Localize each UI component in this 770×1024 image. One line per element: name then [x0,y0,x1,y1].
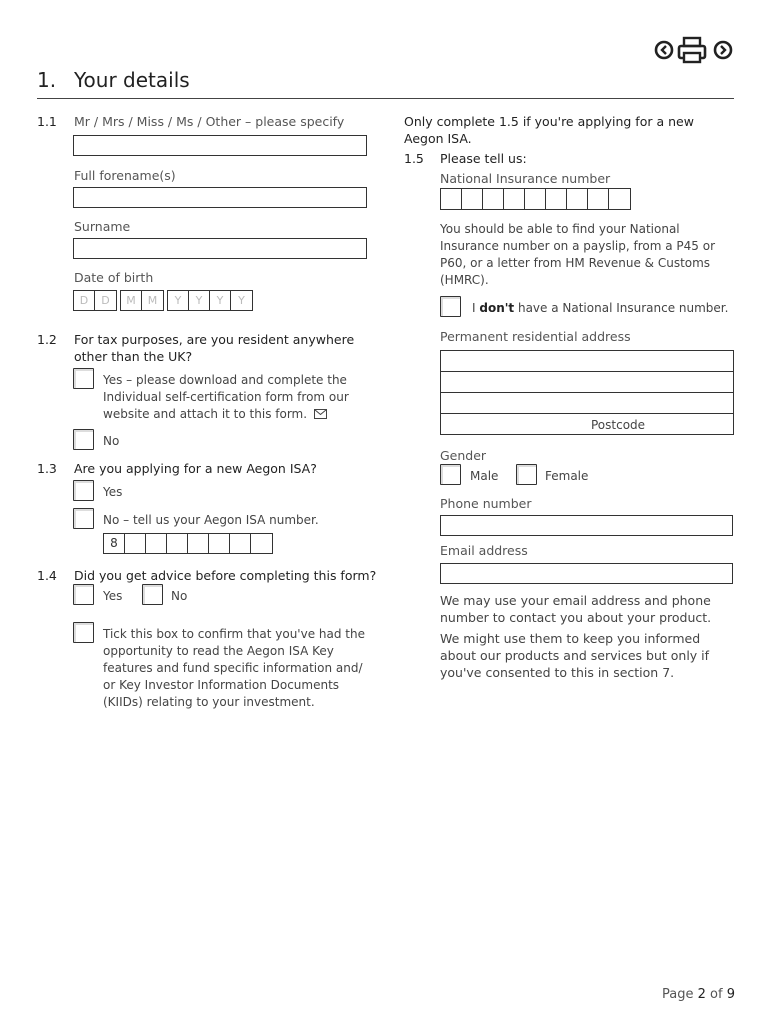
new-isa-no-label: No – tell us your Aegon ISA number. [103,513,319,527]
q1-1-number: 1.1 [37,114,57,129]
ni-cell[interactable] [546,189,567,209]
isa-number-cell[interactable] [167,534,188,553]
email-icon[interactable] [314,409,327,419]
address-line-2-input[interactable] [440,371,734,393]
advice-yes-label: Yes [103,589,123,603]
confirm-checkbox[interactable] [73,622,94,643]
dob-cell: Y [168,291,189,310]
dob-cell: Y [189,291,210,310]
surname-input[interactable] [73,238,367,259]
ni-label: National Insurance number [440,171,611,186]
advice-no-checkbox[interactable] [142,584,163,605]
dob-label: Date of birth [74,270,154,285]
no-ni-checkbox[interactable] [440,296,461,317]
q1-4-question: Did you get advice before completing this form? [74,568,377,583]
ni-cell[interactable] [567,189,588,209]
print-icon[interactable] [679,38,705,62]
male-checkbox[interactable] [440,464,461,485]
page-prefix: Page [662,987,698,1002]
isa-number-prefix: 8 [104,534,125,553]
no-ni-label [472,300,728,317]
q1-5-number: 1.5 [404,151,424,166]
dob-cell: M [147,294,158,307]
q1-2-number: 1.2 [37,332,57,347]
dob-cell: M [121,291,142,310]
isa-number-cell[interactable] [125,534,146,553]
isa-number-cell[interactable] [146,534,167,553]
ni-cell[interactable] [504,189,525,209]
previous-page-icon[interactable] [656,42,672,58]
female-checkbox[interactable] [516,464,537,485]
advice-yes-checkbox[interactable] [73,584,94,605]
email-input[interactable] [440,563,733,584]
q1-4-number: 1.4 [37,568,57,583]
q1-3-number: 1.3 [37,461,57,476]
address-line-3-input[interactable] [440,392,734,414]
resident-no-checkbox[interactable] [73,429,94,450]
section-number: 1. [37,68,57,92]
male-label: Male [470,469,499,483]
q1-2-question: For tax purposes, are you resident anywhere other than the UK? [74,332,355,364]
new-isa-yes-checkbox[interactable] [73,480,94,501]
no-ni-suffix: have a National Insurance number. [514,301,729,315]
title-label: Mr / Mrs / Miss / Ms / Other – please specify [74,114,345,129]
dob-year[interactable] [167,290,253,311]
dob-cell: Y [210,291,231,310]
ni-cell[interactable] [483,189,504,209]
resident-yes-checkbox[interactable] [73,368,94,389]
resident-yes-label [103,372,363,423]
gender-label: Gender [440,448,487,463]
dob-cell: Y [238,294,245,307]
isa-number-cell[interactable] [209,534,230,553]
forenames-input[interactable] [73,187,367,208]
postcode-label: Postcode [591,418,646,432]
q1-5-intro: Only complete 1.5 if you're applying for a new Aegon ISA. [404,114,694,146]
page-of: of [705,987,727,1002]
q1-5-label: Please tell us: [440,151,527,166]
dob-day[interactable] [73,290,117,311]
title-divider [37,98,734,99]
nav-toolbar [652,36,736,66]
isa-number-cell[interactable] [251,534,272,553]
surname-label: Surname [74,219,131,234]
confirm-label: Tick this box to confirm that you've had the opportunity to read the Aegon ISA Key features and fund specific information and/ or Key Investor Information Documents (KIIDs) relating to your investment. [103,627,365,709]
isa-number-cell[interactable] [230,534,251,553]
phone-label: Phone number [440,496,532,511]
page-indicator [662,987,735,1002]
contact-note-2: We might use them to keep you informed about our products and services but only if you've consented to this in section 7. [440,631,710,680]
isa-number-cell[interactable] [188,534,209,553]
address-label: Permanent residential address [440,329,631,344]
postcode-input[interactable] [440,413,734,435]
email-label: Email address [440,543,528,558]
no-ni-emphasis: don't [479,301,515,315]
next-page-icon[interactable] [715,42,731,58]
dob-month[interactable] [120,290,164,311]
forenames-label: Full forename(s) [74,168,176,183]
new-isa-yes-label: Yes [103,485,123,499]
ni-cell[interactable] [609,189,630,209]
dob-cell: D [74,291,95,310]
dob-cell: D [101,294,110,307]
female-label: Female [545,469,589,483]
contact-note-1: We may use your email address and phone number to contact you about your product. [440,593,712,625]
ni-help-text: You should be able to find your National Insurance number on a payslip, from a P45 or P60, or a letter from HM Revenue & Customs (HMRC). [440,222,716,287]
title-input[interactable] [73,135,367,156]
page-title: Your details [74,68,190,92]
advice-no-label: No [171,589,188,603]
resident-no-label: No [103,434,120,448]
resident-yes-text: Yes – please download and complete the Individual self-certification form from our website and attach it to this form. [103,373,349,421]
ni-number-input[interactable] [440,188,631,210]
dob-input[interactable] [73,290,253,311]
page-current: 2 [697,987,706,1002]
new-isa-no-checkbox[interactable] [73,508,94,529]
phone-input[interactable] [440,515,733,536]
no-ni-prefix: I [472,301,480,315]
ni-cell[interactable] [441,189,462,209]
address-line-1-input[interactable] [440,350,734,372]
ni-cell[interactable] [462,189,483,209]
page-total: 9 [726,987,735,1002]
q1-3-question: Are you applying for a new Aegon ISA? [74,461,317,476]
ni-cell[interactable] [525,189,546,209]
isa-number-input[interactable] [103,533,273,554]
ni-cell[interactable] [588,189,609,209]
